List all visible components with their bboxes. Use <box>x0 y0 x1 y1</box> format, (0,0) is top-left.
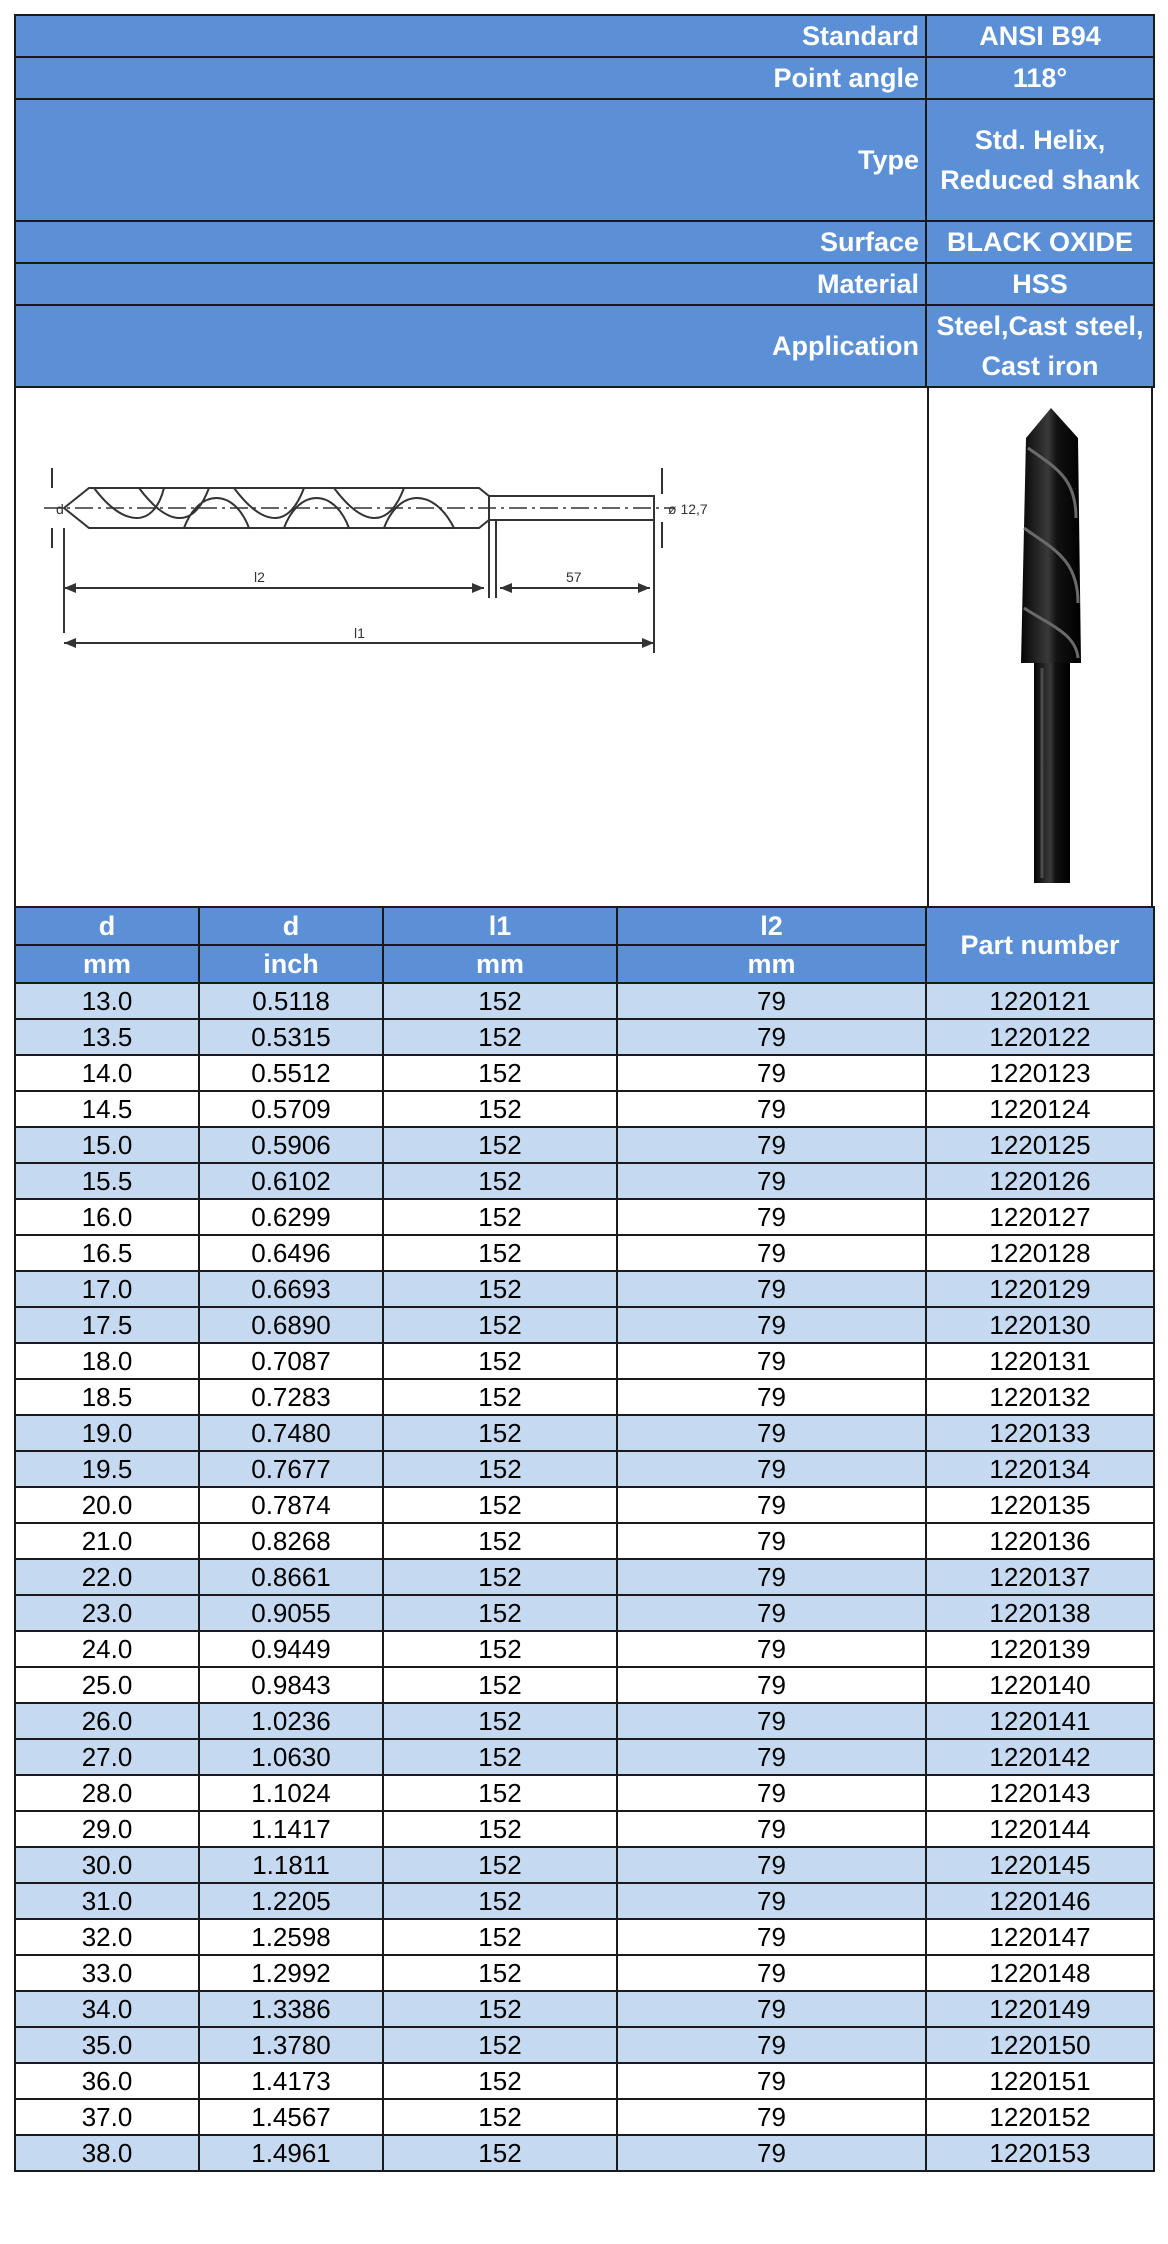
cell-l1: 152 <box>383 1703 617 1739</box>
spec-row-standard <box>15 15 1154 57</box>
diagram-l1-label: l1 <box>354 625 365 641</box>
cell-d-inch: 1.4173 <box>199 2063 383 2099</box>
cell-l1: 152 <box>383 1523 617 1559</box>
cell-part-number: 1220153 <box>926 2135 1154 2171</box>
drawing-row <box>14 388 1153 906</box>
cell-l2: 79 <box>617 1847 926 1883</box>
cell-part-number: 1220132 <box>926 1379 1154 1415</box>
cell-d-mm: 15.0 <box>15 1127 199 1163</box>
cell-d-inch: 0.7677 <box>199 1451 383 1487</box>
cell-l1: 152 <box>383 1271 617 1307</box>
cell-part-number: 1220121 <box>926 983 1154 1019</box>
cell-part-number: 1220148 <box>926 1955 1154 1991</box>
table-row <box>15 1235 1154 1271</box>
cell-l1: 152 <box>383 983 617 1019</box>
cell-l1: 152 <box>383 1775 617 1811</box>
table-row <box>15 1847 1154 1883</box>
table-row <box>15 1559 1154 1595</box>
table-row <box>15 1811 1154 1847</box>
cell-part-number: 1220125 <box>926 1127 1154 1163</box>
spec-row-application <box>15 305 1154 387</box>
cell-d-mm: 32.0 <box>15 1919 199 1955</box>
spec-label: Surface <box>15 221 926 263</box>
diagram-shank-len: 57 <box>566 569 582 585</box>
cell-l1: 152 <box>383 1847 617 1883</box>
cell-d-inch: 1.3780 <box>199 2027 383 2063</box>
cell-d-mm: 15.5 <box>15 1163 199 1199</box>
cell-l1: 152 <box>383 1739 617 1775</box>
table-row <box>15 1883 1154 1919</box>
cell-d-mm: 27.0 <box>15 1739 199 1775</box>
cell-d-mm: 24.0 <box>15 1631 199 1667</box>
cell-d-mm: 17.5 <box>15 1307 199 1343</box>
cell-d-inch: 0.9449 <box>199 1631 383 1667</box>
spec-row-material <box>15 263 1154 305</box>
cell-part-number: 1220140 <box>926 1667 1154 1703</box>
cell-l2: 79 <box>617 983 926 1019</box>
cell-part-number: 1220123 <box>926 1055 1154 1091</box>
table-row <box>15 1271 1154 1307</box>
cell-l2: 79 <box>617 2099 926 2135</box>
cell-l2: 79 <box>617 1163 926 1199</box>
drill-dimension-diagram <box>34 458 714 698</box>
cell-d-mm: 21.0 <box>15 1523 199 1559</box>
cell-l1: 152 <box>383 1055 617 1091</box>
cell-d-mm: 28.0 <box>15 1775 199 1811</box>
col-unit-l2: mm <box>617 945 926 983</box>
spec-table <box>14 14 1155 388</box>
cell-l2: 79 <box>617 1307 926 1343</box>
cell-l2: 79 <box>617 1019 926 1055</box>
table-row <box>15 2099 1154 2135</box>
cell-d-inch: 0.7874 <box>199 1487 383 1523</box>
cell-d-mm: 13.0 <box>15 983 199 1019</box>
table-row <box>15 1703 1154 1739</box>
cell-l1: 152 <box>383 1919 617 1955</box>
cell-d-inch: 1.4567 <box>199 2099 383 2135</box>
cell-l2: 79 <box>617 1775 926 1811</box>
diagram-d-label: d <box>56 501 64 517</box>
divider <box>927 388 929 906</box>
cell-l1: 152 <box>383 1379 617 1415</box>
cell-d-mm: 37.0 <box>15 2099 199 2135</box>
col-unit-l1: mm <box>383 945 617 983</box>
spec-value: BLACK OXIDE <box>926 221 1154 263</box>
cell-l1: 152 <box>383 1487 617 1523</box>
table-row <box>15 1415 1154 1451</box>
cell-l2: 79 <box>617 1811 926 1847</box>
cell-part-number: 1220152 <box>926 2099 1154 2135</box>
cell-d-inch: 0.5315 <box>199 1019 383 1055</box>
cell-l1: 152 <box>383 2135 617 2171</box>
cell-l1: 152 <box>383 1235 617 1271</box>
spec-value: Steel,Cast steel, Cast iron <box>926 305 1154 387</box>
cell-d-inch: 1.2205 <box>199 1883 383 1919</box>
cell-l2: 79 <box>617 1595 926 1631</box>
table-row <box>15 1991 1154 2027</box>
spec-row-point-angle <box>15 57 1154 99</box>
cell-l1: 152 <box>383 1307 617 1343</box>
cell-l1: 152 <box>383 1883 617 1919</box>
cell-l2: 79 <box>617 1883 926 1919</box>
table-row <box>15 1091 1154 1127</box>
cell-d-mm: 22.0 <box>15 1559 199 1595</box>
cell-d-mm: 26.0 <box>15 1703 199 1739</box>
cell-d-mm: 31.0 <box>15 1883 199 1919</box>
spec-row-type <box>15 99 1154 221</box>
cell-d-mm: 14.5 <box>15 1091 199 1127</box>
cell-d-inch: 1.0630 <box>199 1739 383 1775</box>
col-header-d-mm: d <box>15 907 199 945</box>
table-row <box>15 1739 1154 1775</box>
cell-l1: 152 <box>383 1811 617 1847</box>
table-row <box>15 983 1154 1019</box>
cell-l2: 79 <box>617 1451 926 1487</box>
cell-l2: 79 <box>617 2063 926 2099</box>
cell-d-mm: 30.0 <box>15 1847 199 1883</box>
cell-l2: 79 <box>617 1631 926 1667</box>
cell-d-mm: 23.0 <box>15 1595 199 1631</box>
table-row <box>15 1379 1154 1415</box>
diagram-l2-label: l2 <box>254 569 265 585</box>
cell-d-mm: 33.0 <box>15 1955 199 1991</box>
cell-d-inch: 0.6299 <box>199 1199 383 1235</box>
cell-part-number: 1220142 <box>926 1739 1154 1775</box>
cell-part-number: 1220138 <box>926 1595 1154 1631</box>
table-row <box>15 1955 1154 1991</box>
cell-d-inch: 0.5512 <box>199 1055 383 1091</box>
table-row <box>15 1919 1154 1955</box>
spec-label: Material <box>15 263 926 305</box>
cell-d-inch: 1.4961 <box>199 2135 383 2171</box>
header-row-top <box>15 907 1154 945</box>
cell-l2: 79 <box>617 1955 926 1991</box>
cell-d-inch: 1.2992 <box>199 1955 383 1991</box>
cell-d-inch: 1.3386 <box>199 1991 383 2027</box>
cell-d-mm: 14.0 <box>15 1055 199 1091</box>
table-row <box>15 1019 1154 1055</box>
cell-part-number: 1220151 <box>926 2063 1154 2099</box>
cell-d-inch: 0.6496 <box>199 1235 383 1271</box>
cell-part-number: 1220147 <box>926 1919 1154 1955</box>
cell-d-inch: 0.5709 <box>199 1091 383 1127</box>
product-sheet <box>14 14 1153 2172</box>
cell-d-inch: 0.6693 <box>199 1271 383 1307</box>
cell-part-number: 1220127 <box>926 1199 1154 1235</box>
cell-l2: 79 <box>617 1559 926 1595</box>
cell-part-number: 1220141 <box>926 1703 1154 1739</box>
cell-part-number: 1220128 <box>926 1235 1154 1271</box>
cell-d-mm: 35.0 <box>15 2027 199 2063</box>
drill-bit-photo <box>1006 408 1096 883</box>
cell-l2: 79 <box>617 1739 926 1775</box>
cell-part-number: 1220150 <box>926 2027 1154 2063</box>
col-header-l1: l1 <box>383 907 617 945</box>
cell-d-inch: 0.6890 <box>199 1307 383 1343</box>
cell-l2: 79 <box>617 1343 926 1379</box>
table-row <box>15 1307 1154 1343</box>
cell-l1: 152 <box>383 1955 617 1991</box>
cell-part-number: 1220136 <box>926 1523 1154 1559</box>
col-header-part-number: Part number <box>926 907 1154 983</box>
cell-l2: 79 <box>617 2027 926 2063</box>
table-row <box>15 2063 1154 2099</box>
spec-value: 118° <box>926 57 1154 99</box>
cell-l2: 79 <box>617 1703 926 1739</box>
table-row <box>15 1523 1154 1559</box>
col-unit-d-inch: inch <box>199 945 383 983</box>
cell-part-number: 1220137 <box>926 1559 1154 1595</box>
cell-d-inch: 1.0236 <box>199 1703 383 1739</box>
cell-part-number: 1220149 <box>926 1991 1154 2027</box>
cell-part-number: 1220139 <box>926 1631 1154 1667</box>
spec-value: Std. Helix, Reduced shank <box>926 99 1154 221</box>
cell-d-inch: 0.9843 <box>199 1667 383 1703</box>
cell-l1: 152 <box>383 1343 617 1379</box>
cell-l1: 152 <box>383 1451 617 1487</box>
table-row <box>15 1667 1154 1703</box>
cell-l1: 152 <box>383 2063 617 2099</box>
cell-d-inch: 1.1417 <box>199 1811 383 1847</box>
cell-d-inch: 0.5906 <box>199 1127 383 1163</box>
cell-d-inch: 0.8661 <box>199 1559 383 1595</box>
cell-l1: 152 <box>383 1127 617 1163</box>
table-row <box>15 2135 1154 2171</box>
cell-l1: 152 <box>383 1199 617 1235</box>
cell-d-mm: 36.0 <box>15 2063 199 2099</box>
cell-l1: 152 <box>383 2027 617 2063</box>
cell-part-number: 1220126 <box>926 1163 1154 1199</box>
cell-d-mm: 13.5 <box>15 1019 199 1055</box>
cell-l2: 79 <box>617 1379 926 1415</box>
table-row <box>15 1343 1154 1379</box>
cell-part-number: 1220122 <box>926 1019 1154 1055</box>
table-row <box>15 1451 1154 1487</box>
cell-d-mm: 34.0 <box>15 1991 199 2027</box>
cell-part-number: 1220145 <box>926 1847 1154 1883</box>
table-row <box>15 1775 1154 1811</box>
table-row <box>15 1487 1154 1523</box>
cell-d-inch: 1.1024 <box>199 1775 383 1811</box>
table-row <box>15 1631 1154 1667</box>
cell-l1: 152 <box>383 2099 617 2135</box>
cell-d-mm: 16.5 <box>15 1235 199 1271</box>
cell-l2: 79 <box>617 1235 926 1271</box>
table-row <box>15 1163 1154 1199</box>
col-header-l2: l2 <box>617 907 926 945</box>
cell-d-mm: 18.0 <box>15 1343 199 1379</box>
spec-value: HSS <box>926 263 1154 305</box>
table-row <box>15 1055 1154 1091</box>
spec-label: Type <box>15 99 926 221</box>
cell-d-inch: 0.7283 <box>199 1379 383 1415</box>
cell-part-number: 1220143 <box>926 1775 1154 1811</box>
cell-d-mm: 38.0 <box>15 2135 199 2171</box>
table-row <box>15 1127 1154 1163</box>
cell-l1: 152 <box>383 1595 617 1631</box>
spec-row-surface <box>15 221 1154 263</box>
cell-l1: 152 <box>383 1019 617 1055</box>
cell-part-number: 1220135 <box>926 1487 1154 1523</box>
cell-d-mm: 19.5 <box>15 1451 199 1487</box>
cell-d-inch: 0.9055 <box>199 1595 383 1631</box>
cell-d-inch: 0.6102 <box>199 1163 383 1199</box>
cell-d-mm: 20.0 <box>15 1487 199 1523</box>
cell-l2: 79 <box>617 1523 926 1559</box>
cell-l2: 79 <box>617 1271 926 1307</box>
table-row <box>15 1595 1154 1631</box>
cell-d-inch: 0.5118 <box>199 983 383 1019</box>
cell-part-number: 1220146 <box>926 1883 1154 1919</box>
cell-l1: 152 <box>383 1991 617 2027</box>
cell-d-inch: 1.2598 <box>199 1919 383 1955</box>
cell-l1: 152 <box>383 1163 617 1199</box>
cell-l1: 152 <box>383 1091 617 1127</box>
cell-l2: 79 <box>617 1055 926 1091</box>
cell-d-mm: 25.0 <box>15 1667 199 1703</box>
cell-l2: 79 <box>617 1919 926 1955</box>
cell-d-mm: 29.0 <box>15 1811 199 1847</box>
cell-d-inch: 0.8268 <box>199 1523 383 1559</box>
cell-part-number: 1220144 <box>926 1811 1154 1847</box>
cell-l2: 79 <box>617 1667 926 1703</box>
cell-l1: 152 <box>383 1559 617 1595</box>
cell-l1: 152 <box>383 1667 617 1703</box>
cell-part-number: 1220134 <box>926 1451 1154 1487</box>
table-row <box>15 1199 1154 1235</box>
spec-label: Application <box>15 305 926 387</box>
cell-l2: 79 <box>617 1991 926 2027</box>
cell-part-number: 1220133 <box>926 1415 1154 1451</box>
cell-d-mm: 19.0 <box>15 1415 199 1451</box>
col-unit-d-mm: mm <box>15 945 199 983</box>
cell-d-mm: 18.5 <box>15 1379 199 1415</box>
cell-part-number: 1220124 <box>926 1091 1154 1127</box>
size-table <box>14 906 1155 2172</box>
spec-label: Standard <box>15 15 926 57</box>
cell-l2: 79 <box>617 1487 926 1523</box>
cell-part-number: 1220131 <box>926 1343 1154 1379</box>
cell-l1: 152 <box>383 1415 617 1451</box>
cell-l2: 79 <box>617 1127 926 1163</box>
spec-value: ANSI B94 <box>926 15 1154 57</box>
cell-d-inch: 1.1811 <box>199 1847 383 1883</box>
cell-part-number: 1220129 <box>926 1271 1154 1307</box>
cell-l1: 152 <box>383 1631 617 1667</box>
cell-d-inch: 0.7087 <box>199 1343 383 1379</box>
diagram-shank-dim: ø 12,7 <box>668 501 708 517</box>
cell-l2: 79 <box>617 1415 926 1451</box>
cell-l2: 79 <box>617 1199 926 1235</box>
cell-d-mm: 16.0 <box>15 1199 199 1235</box>
table-row <box>15 2027 1154 2063</box>
spec-label: Point angle <box>15 57 926 99</box>
cell-d-inch: 0.7480 <box>199 1415 383 1451</box>
size-table-body <box>15 983 1154 2171</box>
cell-l2: 79 <box>617 1091 926 1127</box>
cell-part-number: 1220130 <box>926 1307 1154 1343</box>
col-header-d-inch: d <box>199 907 383 945</box>
cell-l2: 79 <box>617 2135 926 2171</box>
cell-d-mm: 17.0 <box>15 1271 199 1307</box>
